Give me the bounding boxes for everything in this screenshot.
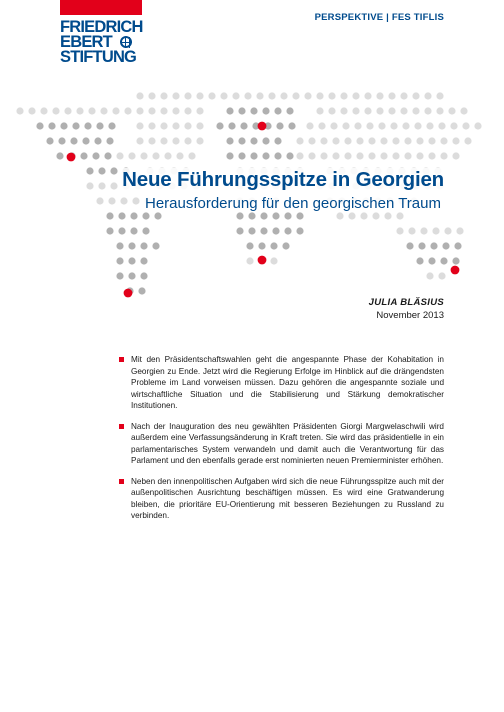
- map-dot: [408, 227, 415, 234]
- map-dot: [196, 107, 203, 114]
- map-dot: [130, 212, 137, 219]
- map-dot: [262, 107, 269, 114]
- map-highlight-dot: [67, 153, 76, 162]
- map-dot: [344, 137, 351, 144]
- map-dot: [356, 152, 363, 159]
- map-dot: [82, 137, 89, 144]
- publication-date: November 2013: [376, 310, 444, 321]
- map-dot: [64, 107, 71, 114]
- summary-item: [131, 354, 444, 412]
- map-dot: [148, 92, 155, 99]
- map-dot: [396, 227, 403, 234]
- map-dot: [92, 152, 99, 159]
- map-dot: [244, 92, 251, 99]
- series-left: PERSPEKTIVE: [314, 12, 384, 23]
- bullet-square-icon: [119, 479, 124, 484]
- map-dot: [176, 152, 183, 159]
- map-dot: [116, 257, 123, 264]
- map-dot: [238, 152, 245, 159]
- map-dot: [340, 92, 347, 99]
- map-dot: [438, 122, 445, 129]
- map-dot: [140, 152, 147, 159]
- map-dot: [228, 122, 235, 129]
- map-dot: [392, 152, 399, 159]
- globe-icon: [120, 36, 132, 48]
- author-name: JULIA BLÄSIUS: [368, 297, 444, 308]
- map-dot: [332, 152, 339, 159]
- summary-text: Neben den innenpolitischen Aufgaben wird sich die neue Führungsspitze auch mit der außenpolitischen Ausrichtung beschäftigen müssen. Es wird eine Gratwanderung bleiben, die prioritäre EU-Orientierung mit besseren Beziehungen zu Russland zu verbinden.: [131, 476, 444, 520]
- map-dot: [48, 122, 55, 129]
- map-dot: [106, 212, 113, 219]
- map-dot: [272, 212, 279, 219]
- map-dot: [372, 212, 379, 219]
- map-dot: [286, 107, 293, 114]
- map-dot: [452, 137, 459, 144]
- map-dot: [148, 107, 155, 114]
- summary-item: [131, 421, 444, 467]
- map-dot: [296, 227, 303, 234]
- map-dot: [196, 137, 203, 144]
- map-dot: [404, 152, 411, 159]
- map-dot: [154, 212, 161, 219]
- map-dot: [460, 107, 467, 114]
- map-dot: [430, 242, 437, 249]
- map-dot: [260, 212, 267, 219]
- map-dot: [296, 212, 303, 219]
- map-dot: [160, 137, 167, 144]
- map-dot: [414, 122, 421, 129]
- map-dot: [116, 242, 123, 249]
- map-dot: [16, 107, 23, 114]
- map-dot: [196, 92, 203, 99]
- map-dot: [136, 107, 143, 114]
- page-subtitle: Herausforderung für den georgischen Traum: [142, 195, 444, 212]
- map-dot: [208, 92, 215, 99]
- map-highlight-dot: [258, 122, 267, 131]
- map-dot: [274, 152, 281, 159]
- map-dot: [152, 242, 159, 249]
- map-dot: [342, 122, 349, 129]
- map-dot: [128, 152, 135, 159]
- map-dot: [364, 92, 371, 99]
- map-dot: [354, 122, 361, 129]
- map-dot: [336, 212, 343, 219]
- map-dot: [140, 272, 147, 279]
- map-dot: [438, 272, 445, 279]
- map-dot: [238, 107, 245, 114]
- map-dot: [396, 212, 403, 219]
- map-dot: [390, 122, 397, 129]
- map-dot: [60, 122, 67, 129]
- map-dot: [184, 137, 191, 144]
- map-dot: [88, 107, 95, 114]
- map-dot: [416, 137, 423, 144]
- map-dot: [260, 227, 267, 234]
- bullet-square-icon: [119, 424, 124, 429]
- map-dot: [262, 152, 269, 159]
- map-dot: [130, 227, 137, 234]
- map-dot: [286, 152, 293, 159]
- map-dot: [404, 137, 411, 144]
- map-dot: [120, 197, 127, 204]
- map-dot: [256, 92, 263, 99]
- map-dot: [248, 212, 255, 219]
- map-dot: [84, 122, 91, 129]
- map-dot: [100, 107, 107, 114]
- map-dot: [378, 122, 385, 129]
- map-dot: [140, 257, 147, 264]
- map-dot: [124, 107, 131, 114]
- map-dot: [328, 92, 335, 99]
- map-dot: [104, 152, 111, 159]
- map-dot: [428, 137, 435, 144]
- map-dot: [118, 227, 125, 234]
- summary-text: Mit den Präsidentschaftswahlen geht die angespannte Phase der Kohabitation in Georgien zu Ende. Jetzt wird die Regierung Erfolge im Hinblick auf die drängendsten Probleme im Land vorweisen müssen. Dazu gehören die angespannte soziale und wirtschaftliche Situation und die Stabilisierung und Stärkung demokratischer Institutionen.: [131, 355, 444, 410]
- summary-text: Nach der Inauguration des neu gewählten Präsidenten Giorgi Margwelaschwili wird außerdem eine Verfassungsänderung in Kraft treten. Sie wird das präsidentielle in ein parlamentarisches System verwandeln und damit auch die Verantwortung für das Parlament und den ebenfalls gerade erst nominierten neuen Premierminister erhöhen.: [131, 421, 444, 465]
- map-dot: [320, 137, 327, 144]
- map-dot: [40, 107, 47, 114]
- map-highlight-dot: [124, 289, 133, 298]
- map-dot: [128, 272, 135, 279]
- map-dot: [454, 242, 461, 249]
- map-dot: [108, 197, 115, 204]
- map-dot: [196, 122, 203, 129]
- map-dot: [296, 137, 303, 144]
- map-dot: [270, 257, 277, 264]
- map-dot: [366, 122, 373, 129]
- map-dot: [316, 107, 323, 114]
- map-dot: [428, 152, 435, 159]
- logo-line-1: FRIEDRICH: [60, 18, 143, 36]
- map-dot: [258, 242, 265, 249]
- map-dot: [464, 137, 471, 144]
- map-dot: [136, 137, 143, 144]
- map-dot: [424, 92, 431, 99]
- map-dot: [280, 92, 287, 99]
- map-dot: [380, 137, 387, 144]
- map-dot: [352, 92, 359, 99]
- map-dot: [226, 137, 233, 144]
- map-dot: [316, 92, 323, 99]
- map-dot: [106, 137, 113, 144]
- map-dot: [36, 122, 43, 129]
- map-dot: [172, 107, 179, 114]
- map-dot: [248, 227, 255, 234]
- map-dot: [160, 92, 167, 99]
- series-right: FES TIFLIS: [391, 12, 444, 23]
- map-dot: [46, 137, 53, 144]
- map-dot: [28, 107, 35, 114]
- map-dot: [98, 182, 105, 189]
- map-dot: [412, 92, 419, 99]
- map-dot: [474, 122, 481, 129]
- map-dot: [442, 242, 449, 249]
- map-dot: [376, 107, 383, 114]
- map-dot: [236, 212, 243, 219]
- map-dot: [216, 122, 223, 129]
- map-dot: [400, 92, 407, 99]
- map-dot: [402, 122, 409, 129]
- map-dot: [376, 92, 383, 99]
- map-dot: [282, 242, 289, 249]
- map-dot: [308, 152, 315, 159]
- map-dot: [232, 92, 239, 99]
- map-dot: [148, 122, 155, 129]
- map-dot: [56, 152, 63, 159]
- map-dot: [110, 182, 117, 189]
- logo-line-3: STIFTUNG: [60, 48, 137, 66]
- map-dot: [352, 107, 359, 114]
- map-dot: [388, 107, 395, 114]
- map-dot: [416, 257, 423, 264]
- map-dot: [308, 137, 315, 144]
- summary-list: [131, 354, 444, 531]
- map-dot: [116, 152, 123, 159]
- map-dot: [172, 137, 179, 144]
- map-dot: [348, 212, 355, 219]
- map-dot: [184, 92, 191, 99]
- map-dot: [116, 272, 123, 279]
- map-dot: [76, 107, 83, 114]
- map-dot: [284, 212, 291, 219]
- map-dot: [118, 212, 125, 219]
- map-dot: [86, 182, 93, 189]
- logo-red-bar: [60, 0, 142, 15]
- map-dot: [272, 227, 279, 234]
- map-dot: [246, 242, 253, 249]
- map-dot: [184, 107, 191, 114]
- map-dot: [250, 152, 257, 159]
- map-dot: [318, 122, 325, 129]
- map-dot: [94, 137, 101, 144]
- map-dot: [250, 137, 257, 144]
- map-dot: [132, 197, 139, 204]
- map-dot: [80, 152, 87, 159]
- map-dot: [136, 92, 143, 99]
- map-dot: [306, 122, 313, 129]
- series-label: [315, 12, 444, 23]
- map-dot: [462, 122, 469, 129]
- map-dot: [106, 227, 113, 234]
- map-dot: [330, 122, 337, 129]
- map-dot: [274, 137, 281, 144]
- map-dot: [148, 137, 155, 144]
- map-dot: [172, 122, 179, 129]
- map-dot: [112, 107, 119, 114]
- map-dot: [424, 107, 431, 114]
- map-dot: [436, 92, 443, 99]
- map-dot: [70, 137, 77, 144]
- map-dot: [142, 212, 149, 219]
- map-dot: [184, 122, 191, 129]
- map-dot: [284, 227, 291, 234]
- map-dot: [452, 257, 459, 264]
- map-dot: [368, 152, 375, 159]
- map-dot: [220, 92, 227, 99]
- map-dot: [72, 122, 79, 129]
- map-dot: [152, 152, 159, 159]
- map-dot: [292, 92, 299, 99]
- map-dot: [246, 257, 253, 264]
- map-dot: [440, 137, 447, 144]
- map-dot: [136, 122, 143, 129]
- map-dot: [356, 137, 363, 144]
- map-dot: [274, 107, 281, 114]
- map-dot: [164, 152, 171, 159]
- map-dot: [320, 152, 327, 159]
- map-dot: [270, 242, 277, 249]
- map-dot: [412, 107, 419, 114]
- map-dot: [128, 257, 135, 264]
- map-dot: [276, 122, 283, 129]
- map-dot: [96, 197, 103, 204]
- map-dot: [344, 152, 351, 159]
- series-separator: |: [386, 12, 390, 23]
- map-dot: [364, 107, 371, 114]
- map-dot: [98, 167, 105, 174]
- map-dot: [444, 227, 451, 234]
- summary-item: [131, 476, 444, 522]
- map-dot: [52, 107, 59, 114]
- map-dot: [392, 137, 399, 144]
- map-dot: [432, 227, 439, 234]
- map-dot: [128, 242, 135, 249]
- map-dot: [440, 152, 447, 159]
- map-dot: [160, 107, 167, 114]
- map-dot: [416, 152, 423, 159]
- map-dot: [426, 272, 433, 279]
- map-dot: [420, 227, 427, 234]
- map-dot: [226, 152, 233, 159]
- map-dot: [96, 122, 103, 129]
- map-dot: [236, 227, 243, 234]
- map-dot: [388, 92, 395, 99]
- map-dot: [418, 242, 425, 249]
- map-dot: [440, 257, 447, 264]
- map-dot: [110, 167, 117, 174]
- map-dot: [428, 257, 435, 264]
- page-title: Neue Führungsspitze in Georgien: [119, 168, 447, 192]
- bullet-square-icon: [119, 357, 124, 362]
- map-dot: [448, 107, 455, 114]
- map-dot: [58, 137, 65, 144]
- map-dot: [368, 137, 375, 144]
- map-dot: [108, 122, 115, 129]
- map-dot: [138, 287, 145, 294]
- map-dot: [400, 107, 407, 114]
- map-highlight-dot: [451, 266, 460, 275]
- map-dot: [436, 107, 443, 114]
- map-dot: [360, 212, 367, 219]
- fes-logo: [60, 20, 160, 65]
- map-dot: [328, 107, 335, 114]
- map-dot: [452, 152, 459, 159]
- logo-line-2: EBERT: [60, 33, 112, 51]
- map-dot: [456, 227, 463, 234]
- map-dot: [226, 107, 233, 114]
- map-dot: [380, 152, 387, 159]
- map-dot: [188, 152, 195, 159]
- map-dot: [406, 242, 413, 249]
- map-dot: [340, 107, 347, 114]
- map-dot: [250, 107, 257, 114]
- map-dot: [140, 242, 147, 249]
- map-dot: [426, 122, 433, 129]
- map-dot: [296, 152, 303, 159]
- map-dot: [384, 212, 391, 219]
- map-dot: [332, 137, 339, 144]
- map-dot: [288, 122, 295, 129]
- map-dot: [172, 92, 179, 99]
- map-dot: [142, 227, 149, 234]
- map-dot: [304, 92, 311, 99]
- map-highlight-dot: [258, 256, 267, 265]
- map-dot: [262, 137, 269, 144]
- map-dot: [450, 122, 457, 129]
- map-dot: [240, 122, 247, 129]
- map-dot: [160, 122, 167, 129]
- map-dot: [268, 92, 275, 99]
- map-dot: [238, 137, 245, 144]
- map-dot: [86, 167, 93, 174]
